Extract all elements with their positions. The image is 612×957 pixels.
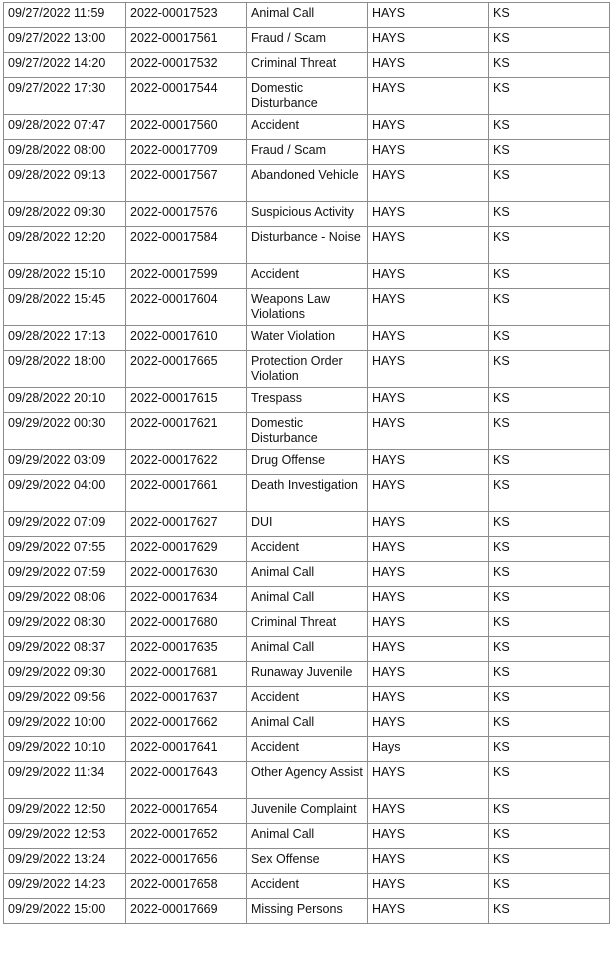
date-time-cell: 09/29/2022 07:09 [4, 512, 126, 537]
case-number-cell: 2022-00017656 [126, 849, 247, 874]
table-row [4, 413, 610, 450]
state-cell: KS [489, 762, 610, 799]
case-number-cell: 2022-00017662 [126, 712, 247, 737]
state-cell: KS [489, 326, 610, 351]
incident-type-cell: Animal Call [247, 3, 368, 28]
state-cell: KS [489, 78, 610, 115]
case-number-cell: 2022-00017532 [126, 53, 247, 78]
table-row [4, 28, 610, 53]
table-row [4, 637, 610, 662]
city-cell: HAYS [368, 202, 489, 227]
incident-type-cell: Disturbance - Noise [247, 227, 368, 264]
state-cell: KS [489, 687, 610, 712]
state-cell: KS [489, 824, 610, 849]
date-time-cell: 09/29/2022 10:10 [4, 737, 126, 762]
table-row [4, 351, 610, 388]
date-time-cell: 09/29/2022 04:00 [4, 475, 126, 512]
date-time-cell: 09/29/2022 00:30 [4, 413, 126, 450]
date-time-cell: 09/29/2022 08:30 [4, 612, 126, 637]
city-cell: HAYS [368, 78, 489, 115]
incident-type-cell: Animal Call [247, 637, 368, 662]
incident-log-body [4, 3, 610, 924]
case-number-cell: 2022-00017641 [126, 737, 247, 762]
case-number-cell: 2022-00017604 [126, 289, 247, 326]
case-number-cell: 2022-00017629 [126, 537, 247, 562]
case-number-cell: 2022-00017681 [126, 662, 247, 687]
state-cell: KS [489, 351, 610, 388]
case-number-cell: 2022-00017658 [126, 874, 247, 899]
date-time-cell: 09/28/2022 15:10 [4, 264, 126, 289]
table-row [4, 537, 610, 562]
case-number-cell: 2022-00017615 [126, 388, 247, 413]
state-cell: KS [489, 413, 610, 450]
city-cell: HAYS [368, 140, 489, 165]
city-cell: HAYS [368, 762, 489, 799]
incident-type-cell: Missing Persons [247, 899, 368, 924]
table-row [4, 712, 610, 737]
state-cell: KS [489, 165, 610, 202]
incident-type-cell: Drug Offense [247, 450, 368, 475]
state-cell: KS [489, 712, 610, 737]
date-time-cell: 09/28/2022 15:45 [4, 289, 126, 326]
table-row [4, 849, 610, 874]
case-number-cell: 2022-00017560 [126, 115, 247, 140]
case-number-cell: 2022-00017661 [126, 475, 247, 512]
state-cell: KS [489, 612, 610, 637]
incident-type-cell: Protection Order Violation [247, 351, 368, 388]
case-number-cell: 2022-00017637 [126, 687, 247, 712]
state-cell: KS [489, 899, 610, 924]
incident-type-cell: Domestic Disturbance [247, 78, 368, 115]
case-number-cell: 2022-00017669 [126, 899, 247, 924]
case-number-cell: 2022-00017567 [126, 165, 247, 202]
state-cell: KS [489, 512, 610, 537]
incident-type-cell: Accident [247, 115, 368, 140]
incident-type-cell: Animal Call [247, 824, 368, 849]
city-cell: HAYS [368, 450, 489, 475]
date-time-cell: 09/28/2022 09:30 [4, 202, 126, 227]
table-row [4, 227, 610, 264]
city-cell: HAYS [368, 637, 489, 662]
state-cell: KS [489, 562, 610, 587]
date-time-cell: 09/29/2022 10:00 [4, 712, 126, 737]
city-cell: HAYS [368, 612, 489, 637]
date-time-cell: 09/29/2022 09:30 [4, 662, 126, 687]
incident-type-cell: DUI [247, 512, 368, 537]
date-time-cell: 09/29/2022 13:24 [4, 849, 126, 874]
case-number-cell: 2022-00017634 [126, 587, 247, 612]
state-cell: KS [489, 28, 610, 53]
table-row [4, 762, 610, 799]
city-cell: HAYS [368, 587, 489, 612]
incident-type-cell: Accident [247, 264, 368, 289]
table-row [4, 662, 610, 687]
city-cell: HAYS [368, 388, 489, 413]
incident-type-cell: Runaway Juvenile [247, 662, 368, 687]
city-cell: HAYS [368, 849, 489, 874]
date-time-cell: 09/29/2022 07:55 [4, 537, 126, 562]
city-cell: HAYS [368, 562, 489, 587]
city-cell: HAYS [368, 53, 489, 78]
case-number-cell: 2022-00017622 [126, 450, 247, 475]
date-time-cell: 09/29/2022 03:09 [4, 450, 126, 475]
table-row [4, 737, 610, 762]
case-number-cell: 2022-00017654 [126, 799, 247, 824]
table-row [4, 799, 610, 824]
incident-type-cell: Death Investigation [247, 475, 368, 512]
table-row [4, 388, 610, 413]
incident-type-cell: Abandoned Vehicle [247, 165, 368, 202]
city-cell: HAYS [368, 289, 489, 326]
table-row [4, 587, 610, 612]
city-cell: HAYS [368, 326, 489, 351]
date-time-cell: 09/29/2022 08:06 [4, 587, 126, 612]
date-time-cell: 09/27/2022 11:59 [4, 3, 126, 28]
case-number-cell: 2022-00017709 [126, 140, 247, 165]
city-cell: HAYS [368, 3, 489, 28]
state-cell: KS [489, 115, 610, 140]
table-row [4, 475, 610, 512]
table-row [4, 326, 610, 351]
case-number-cell: 2022-00017523 [126, 3, 247, 28]
date-time-cell: 09/29/2022 12:53 [4, 824, 126, 849]
city-cell: HAYS [368, 227, 489, 264]
case-number-cell: 2022-00017635 [126, 637, 247, 662]
state-cell: KS [489, 227, 610, 264]
incident-type-cell: Accident [247, 737, 368, 762]
table-row [4, 824, 610, 849]
incident-type-cell: Criminal Threat [247, 612, 368, 637]
table-row [4, 687, 610, 712]
case-number-cell: 2022-00017627 [126, 512, 247, 537]
incident-type-cell: Animal Call [247, 712, 368, 737]
date-time-cell: 09/28/2022 07:47 [4, 115, 126, 140]
state-cell: KS [489, 388, 610, 413]
city-cell: HAYS [368, 899, 489, 924]
table-row [4, 78, 610, 115]
city-cell: HAYS [368, 799, 489, 824]
state-cell: KS [489, 662, 610, 687]
incident-type-cell: Accident [247, 687, 368, 712]
incident-type-cell: Accident [247, 874, 368, 899]
city-cell: HAYS [368, 824, 489, 849]
date-time-cell: 09/27/2022 13:00 [4, 28, 126, 53]
state-cell: KS [489, 587, 610, 612]
state-cell: KS [489, 450, 610, 475]
state-cell: KS [489, 737, 610, 762]
case-number-cell: 2022-00017652 [126, 824, 247, 849]
table-row [4, 874, 610, 899]
table-row [4, 115, 610, 140]
incident-type-cell: Weapons Law Violations [247, 289, 368, 326]
date-time-cell: 09/29/2022 09:56 [4, 687, 126, 712]
table-row [4, 140, 610, 165]
incident-type-cell: Criminal Threat [247, 53, 368, 78]
date-time-cell: 09/27/2022 17:30 [4, 78, 126, 115]
case-number-cell: 2022-00017561 [126, 28, 247, 53]
date-time-cell: 09/29/2022 08:37 [4, 637, 126, 662]
incident-type-cell: Sex Offense [247, 849, 368, 874]
city-cell: HAYS [368, 165, 489, 202]
city-cell: HAYS [368, 712, 489, 737]
incident-type-cell: Animal Call [247, 587, 368, 612]
city-cell: Hays [368, 737, 489, 762]
incident-type-cell: Accident [247, 537, 368, 562]
table-row [4, 562, 610, 587]
state-cell: KS [489, 3, 610, 28]
incident-type-cell: Domestic Disturbance [247, 413, 368, 450]
table-row [4, 450, 610, 475]
incident-type-cell: Suspicious Activity [247, 202, 368, 227]
table-row [4, 165, 610, 202]
city-cell: HAYS [368, 351, 489, 388]
date-time-cell: 09/29/2022 07:59 [4, 562, 126, 587]
city-cell: HAYS [368, 687, 489, 712]
table-row [4, 512, 610, 537]
table-row [4, 53, 610, 78]
state-cell: KS [489, 202, 610, 227]
city-cell: HAYS [368, 537, 489, 562]
case-number-cell: 2022-00017584 [126, 227, 247, 264]
incident-type-cell: Fraud / Scam [247, 140, 368, 165]
state-cell: KS [489, 140, 610, 165]
table-row [4, 3, 610, 28]
city-cell: HAYS [368, 512, 489, 537]
incident-log-table [3, 2, 610, 924]
city-cell: HAYS [368, 413, 489, 450]
date-time-cell: 09/29/2022 14:23 [4, 874, 126, 899]
state-cell: KS [489, 849, 610, 874]
state-cell: KS [489, 537, 610, 562]
case-number-cell: 2022-00017680 [126, 612, 247, 637]
city-cell: HAYS [368, 475, 489, 512]
date-time-cell: 09/27/2022 14:20 [4, 53, 126, 78]
date-time-cell: 09/29/2022 15:00 [4, 899, 126, 924]
date-time-cell: 09/28/2022 17:13 [4, 326, 126, 351]
state-cell: KS [489, 53, 610, 78]
city-cell: HAYS [368, 115, 489, 140]
case-number-cell: 2022-00017621 [126, 413, 247, 450]
city-cell: HAYS [368, 874, 489, 899]
incident-type-cell: Trespass [247, 388, 368, 413]
city-cell: HAYS [368, 264, 489, 289]
incident-type-cell: Animal Call [247, 562, 368, 587]
case-number-cell: 2022-00017630 [126, 562, 247, 587]
city-cell: HAYS [368, 662, 489, 687]
city-cell: HAYS [368, 28, 489, 53]
state-cell: KS [489, 637, 610, 662]
date-time-cell: 09/29/2022 11:34 [4, 762, 126, 799]
case-number-cell: 2022-00017643 [126, 762, 247, 799]
case-number-cell: 2022-00017544 [126, 78, 247, 115]
case-number-cell: 2022-00017610 [126, 326, 247, 351]
incident-type-cell: Water Violation [247, 326, 368, 351]
table-row [4, 202, 610, 227]
date-time-cell: 09/28/2022 20:10 [4, 388, 126, 413]
date-time-cell: 09/28/2022 08:00 [4, 140, 126, 165]
incident-type-cell: Fraud / Scam [247, 28, 368, 53]
state-cell: KS [489, 475, 610, 512]
date-time-cell: 09/28/2022 18:00 [4, 351, 126, 388]
case-number-cell: 2022-00017599 [126, 264, 247, 289]
date-time-cell: 09/28/2022 12:20 [4, 227, 126, 264]
case-number-cell: 2022-00017665 [126, 351, 247, 388]
date-time-cell: 09/28/2022 09:13 [4, 165, 126, 202]
state-cell: KS [489, 874, 610, 899]
table-row [4, 264, 610, 289]
date-time-cell: 09/29/2022 12:50 [4, 799, 126, 824]
case-number-cell: 2022-00017576 [126, 202, 247, 227]
incident-type-cell: Juvenile Complaint [247, 799, 368, 824]
table-row [4, 612, 610, 637]
table-row [4, 289, 610, 326]
incident-type-cell: Other Agency Assist [247, 762, 368, 799]
state-cell: KS [489, 264, 610, 289]
state-cell: KS [489, 289, 610, 326]
table-row [4, 899, 610, 924]
state-cell: KS [489, 799, 610, 824]
